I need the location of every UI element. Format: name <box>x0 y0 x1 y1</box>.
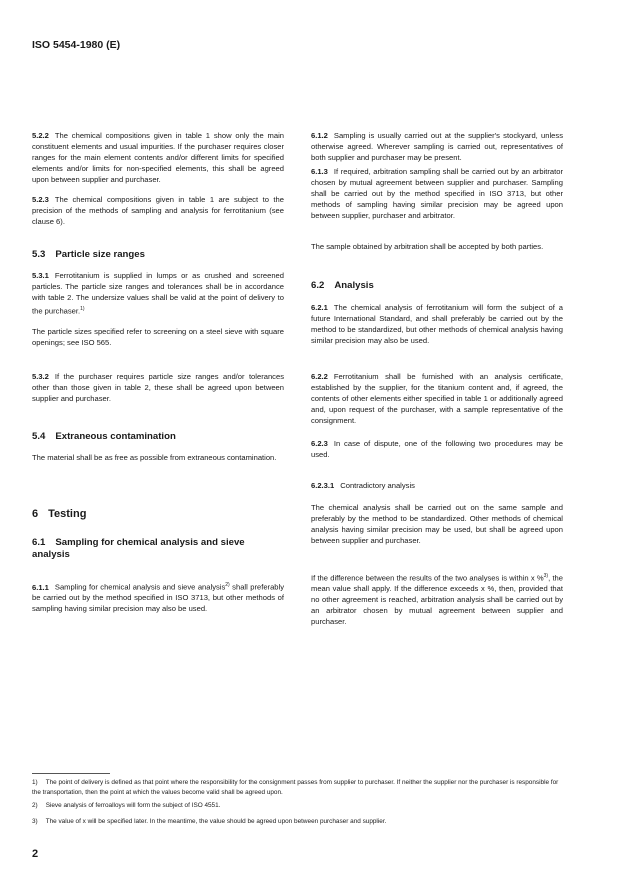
clause-6-1-1 <box>32 580 284 615</box>
clause-number: 5.3.1 <box>32 271 49 280</box>
paragraph <box>311 571 563 628</box>
heading-title: Analysis <box>334 280 374 291</box>
paragraph: The sample obtained by arbitration shall be accepted by both parties. <box>311 242 544 251</box>
heading-5-3 <box>32 249 284 261</box>
clause-5-3-1 <box>32 271 284 317</box>
heading-title: Extraneous contamination <box>55 431 176 442</box>
footnote-text: The value of x will be specified later. In the meantime, the value should be agreed upon between purchaser and supplier. <box>45 818 387 825</box>
clause-6-2-3-1 <box>311 481 563 492</box>
clause-text: The chemical compositions given in table 1 show only the main constituent elements and usual impurities. If the purchaser requires closer ranges for the main element contents and/or different limits for specified elements and/or limits for non-specified elements, this shall be agreed upon between supplier and purchaser. <box>32 131 284 184</box>
clause-text: Ferrotitanium shall be furnished with an analysis certificate, established by the supplier, for the titanium content and, if agreed, the contents of other elements either specified in table 1 or additionally agreed and, upon request of the purchaser, with a sample representative of the consignment. <box>311 372 563 425</box>
heading-6-2 <box>311 280 563 292</box>
clause-title: Contradictory analysis <box>340 481 415 490</box>
paragraph-text: If the difference between the results of the two analyses is within x % <box>311 573 544 583</box>
clause-number: 5.2.2 <box>32 131 49 140</box>
clause-number: 6.1.1 <box>32 582 49 592</box>
clause-6-2-2 <box>311 372 563 427</box>
footnote-ref[interactable]: 2) <box>225 582 230 588</box>
heading-title: Testing <box>48 508 87 520</box>
heading-6-1 <box>32 537 284 561</box>
clause-text: If the purchaser requires particle size ranges and/or tolerances other than those given in table 2, these shall be agreed upon between supplier and purchaser. <box>32 372 284 403</box>
heading-number: 6.1 <box>32 537 46 548</box>
footnote-3 <box>32 817 564 827</box>
clause-6-2-3 <box>311 439 563 461</box>
heading-title: Particle size ranges <box>55 249 145 260</box>
heading-title: Sampling for chemical analysis and sieve analysis <box>32 537 245 560</box>
footnote-number: 3) <box>32 818 38 825</box>
clause-text: The chemical compositions given in table 1 are subject to the precision of the methods of sampling and analysis for ferrotitanium (see clause 6). <box>32 195 284 226</box>
heading-number: 6.2 <box>311 280 325 291</box>
clause-text: Sampling is usually carried out at the supplier's stockyard, unless otherwise agreed. Wherever sampling is carried out, representatives of both supplier and purchaser may be present. <box>311 131 563 162</box>
clause-text: Ferrotitanium is supplied in lumps or as crushed and screened particles. The particle size ranges and tolerances shall be in accordance with table 2. The undersize values shall be valid at the point of delivery to the purchaser. <box>32 271 284 316</box>
footnote-text: Sieve analysis of ferroalloys will form the subject of ISO 4551. <box>45 802 221 809</box>
heading-number: 5.4 <box>32 431 46 442</box>
clause-6-2-1 <box>311 303 563 347</box>
paragraph: The chemical analysis shall be carried out on the same sample and preferably by the method to be standardized. Other methods of chemical analysis having similar precision may be used, but shall be agreed upon between supplier and purchaser. <box>311 503 563 545</box>
heading-number: 6 <box>32 508 39 520</box>
clause-text: shall preferably be carried out by the method specified in ISO 3713, but other methods of sampling having similar precision may also be used. <box>32 582 284 614</box>
heading-6 <box>32 508 284 520</box>
footnote-divider <box>32 773 110 774</box>
footnote-number: 2) <box>32 802 38 809</box>
clause-5-2-2 <box>32 131 284 186</box>
heading-number: 5.3 <box>32 249 46 260</box>
page-number: 2 <box>32 848 39 860</box>
clause-number: 6.2.3.1 <box>311 481 335 490</box>
clause-number: 5.2.3 <box>32 195 49 204</box>
clause-5-2-3 <box>32 195 284 228</box>
clause-text: Sampling for chemical analysis and sieve analysis <box>54 582 226 592</box>
clause-number: 6.2.1 <box>311 303 328 312</box>
footnote-text: The point of delivery is defined as that point where the responsibility for the consignment passes from supplier to purchaser. If neither the supplier nor the purchaser is responsible for the transportation, then the point at which the values become valid shall be agreed upon. <box>32 779 559 796</box>
clause-text: The chemical analysis of ferrotitanium will form the subject of a future International Standard, and shall preferably be carried out by the method to be standardized, but other methods of chemical analysis having similar precision may also be used. <box>311 303 563 345</box>
footnote-2 <box>32 801 564 811</box>
clause-number: 6.1.2 <box>311 131 328 140</box>
footnote-1 <box>32 778 564 798</box>
clause-number: 5.3.2 <box>32 372 49 381</box>
clause-6-1-3 <box>311 167 563 222</box>
paragraph: The material shall be as free as possible from extraneous contamination. <box>32 453 277 462</box>
clause-text: In case of dispute, one of the following two procedures may be used. <box>311 439 563 459</box>
clause-6-1-2 <box>311 131 563 164</box>
paragraph-text: , the mean value shall apply. If the difference exceeds x %, then, provided that no other agreement is reached, arbitration analysis shall be carried out by an arbitrator chosen by mutual agreement between supplier and purchaser. <box>311 573 563 627</box>
paragraph: The particle sizes specified refer to screening on a steel sieve with square openings; see ISO 565. <box>32 327 284 347</box>
clause-text: If required, arbitration sampling shall be carried out by an arbitrator chosen by mutual agreement between supplier and purchaser. Sampling shall be carried out by the method specified in ISO 3713, but other methods of sampling having similar precision may be agreed upon between supplier, purchaser and arbitrator. <box>311 167 563 220</box>
clause-number: 6.2.2 <box>311 372 328 381</box>
clause-5-3-2 <box>32 372 284 405</box>
footnote-ref[interactable]: 3) <box>543 573 549 579</box>
clause-number: 6.1.3 <box>311 167 328 176</box>
footnote-ref[interactable]: 1) <box>80 305 85 312</box>
heading-5-4 <box>32 431 284 443</box>
footnote-number: 1) <box>32 779 38 786</box>
document-header: ISO 5454-1980 (E) <box>32 39 121 51</box>
clause-number: 6.2.3 <box>311 439 328 448</box>
